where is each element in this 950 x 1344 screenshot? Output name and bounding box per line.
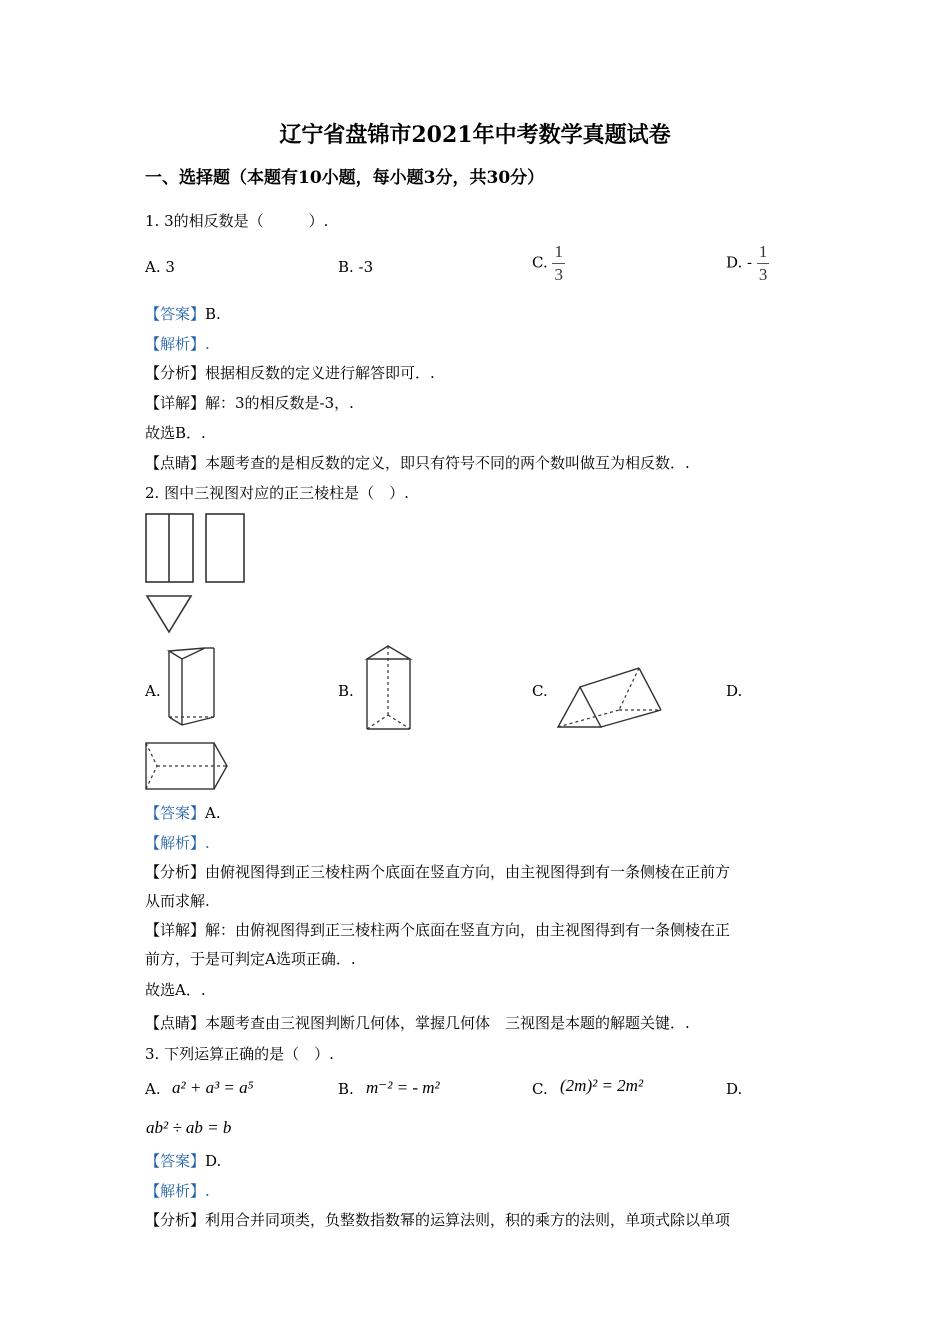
q2-jiexi: 【解析】.	[145, 834, 210, 852]
frac-numerator: 1	[552, 242, 565, 264]
q1-guxuan: 故选B．.	[145, 424, 206, 442]
q2-xiangjie-line1: 【详解】解：由俯视图得到正三棱柱两个底面在竖直方向，由主视图得到有一条侧棱在正	[145, 921, 731, 939]
q3-option-a: A.	[145, 1080, 161, 1098]
answer-value: D.	[205, 1152, 222, 1170]
answer-tag: 【答案】	[145, 1152, 206, 1170]
q1-dianjing: 【点睛】本题考查的是相反数的定义，即只有符号不同的两个数叫做互为相反数．.	[145, 454, 690, 472]
frac-denominator: 3	[758, 265, 768, 284]
q1-jiexi: 【解析】.	[145, 335, 210, 353]
q1-option-b: B. -3	[338, 258, 374, 276]
q2-answer	[145, 802, 221, 824]
prism-a-figure	[165, 645, 220, 727]
q2-option-c: C.	[532, 682, 548, 700]
q1-option-d	[726, 242, 769, 285]
q3-fenxi: 【分析】利用合并同项类，负整数指数幂的运算法则，积的乘方的法则，单项式除以单项	[145, 1211, 731, 1229]
q2-stem: 2. 图中三视图对应的正三棱柱是（ ）.	[145, 484, 409, 502]
q3-option-c: C.	[532, 1080, 548, 1098]
q3-expr-d: ab² ÷ ab = b	[146, 1118, 232, 1137]
document-title: 辽宁省盘锦市2021年中考数学真题试卷	[279, 122, 671, 148]
q2-fenxi-line1: 【分析】由俯视图得到正三棱柱两个底面在竖直方向，由主视图得到有一条侧棱在正前方	[145, 863, 731, 881]
three-view-figure	[143, 512, 253, 637]
q1-answer	[145, 303, 221, 325]
q3-option-d: D.	[726, 1080, 743, 1098]
q2-dianjing: 【点睛】本题考查由三视图判断几何体，掌握几何体 三视图是本题的解题关键．.	[145, 1014, 690, 1032]
q1-option-d-label: D. -	[726, 253, 753, 272]
answer-tag: 【答案】	[145, 804, 206, 822]
q2-option-d: D.	[726, 682, 743, 700]
answer-tag: 【答案】	[145, 305, 206, 323]
frac-denominator: 3	[554, 265, 563, 284]
top-view-triangle	[147, 596, 191, 632]
prism-b-figure	[362, 643, 418, 733]
q1-option-c-label: C.	[532, 253, 553, 272]
q2-guxuan: 故选A．.	[145, 981, 206, 999]
q1-option-d-fraction	[757, 242, 770, 285]
q3-answer	[145, 1150, 221, 1172]
prism-d-figure	[143, 740, 231, 792]
prism-c-figure	[555, 665, 667, 733]
answer-value: B.	[205, 305, 221, 323]
q2-option-a: A.	[145, 682, 161, 700]
section-heading: 一、选择题（本题有10小题，每小题3分，共30分）	[145, 168, 545, 188]
q1-option-c	[532, 242, 565, 285]
q3-expr-c: (2m)² = 2m²	[560, 1076, 644, 1095]
q3-option-b: B.	[338, 1080, 354, 1098]
q3-jiexi: 【解析】.	[145, 1182, 210, 1200]
q3-expr-a: a² + a³ = a⁵	[172, 1078, 254, 1097]
q1-fenxi: 【分析】根据相反数的定义进行解答即可．.	[145, 364, 435, 382]
q2-option-b: B.	[338, 682, 354, 700]
q1-option-a: A. 3	[145, 258, 175, 276]
q2-xiangjie-line2: 前方，于是可判定A选项正确．.	[145, 950, 356, 968]
q3-stem: 3. 下列运算正确的是（ ）.	[145, 1045, 334, 1063]
q1-xiangjie: 【详解】解：3的相反数是-3，.	[145, 394, 354, 412]
q1-stem: 1. 3的相反数是（ ）.	[145, 212, 329, 230]
q3-expr-b: m⁻² = - m²	[366, 1078, 440, 1097]
side-view	[206, 514, 244, 582]
answer-value: A.	[205, 804, 221, 822]
frac-numerator: 1	[757, 242, 770, 264]
q2-fenxi-line2: 从而求解.	[145, 892, 210, 910]
q1-option-c-fraction	[552, 242, 565, 285]
